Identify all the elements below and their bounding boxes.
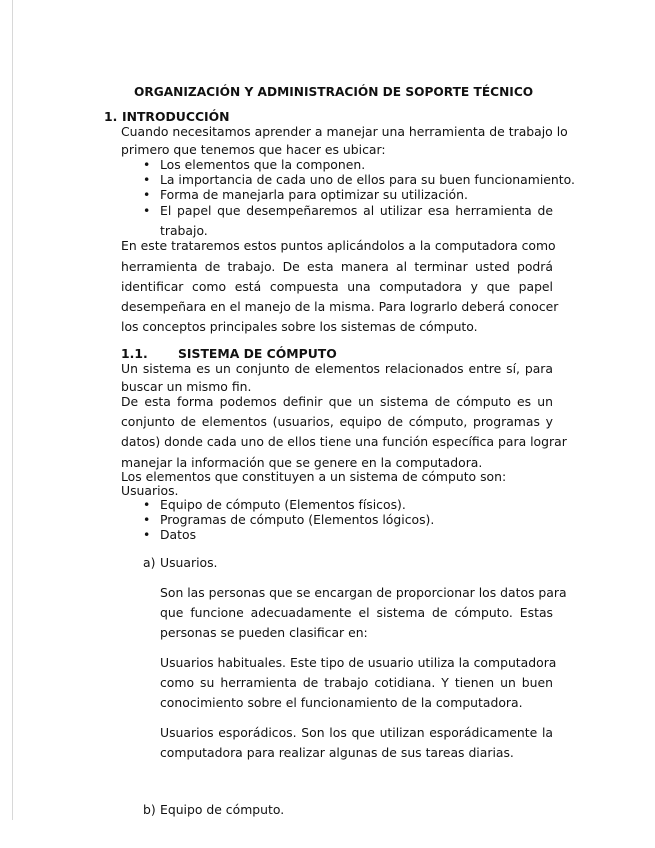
body-text: manejar la información que se genere en la computadora.	[121, 455, 483, 470]
page-left-edge	[12, 0, 13, 820]
list-item: Los elementos que la componen.	[160, 157, 366, 172]
subsection-number: 1.1.	[121, 346, 148, 361]
body-text: identificar como está compuesta una computadora y que papel	[121, 279, 553, 294]
list-item: La importancia de cada uno de ellos para su buen funcionamiento.	[160, 172, 575, 187]
list-item: Equipo de cómputo (Elementos físicos).	[160, 497, 406, 512]
body-text: desempeñara en el manejo de la misma. Para lograrlo deberá conocer	[121, 299, 559, 314]
list-label: Usuarios.	[160, 555, 218, 570]
list-label: Equipo de cómputo.	[160, 802, 285, 817]
list-item: Programas de cómputo (Elementos lógicos).	[160, 512, 435, 527]
body-text: primero que tenemos que hacer es ubicar:	[121, 142, 386, 157]
body-text: como su herramienta de trabajo cotidiana. Y tienen un buen	[160, 675, 553, 690]
list-item-continuation: trabajo.	[160, 223, 208, 238]
body-text: Un sistema es un conjunto de elementos relacionados entre sí, para	[121, 361, 553, 376]
body-text: buscar un mismo fin.	[121, 379, 252, 394]
list-item: El papel que desempeñaremos al utilizar esa herramienta de	[160, 203, 553, 218]
body-text: De esta forma podemos definir que un sistema de cómputo es un	[121, 394, 553, 409]
body-text: Usuarios habituales. Este tipo de usuario utiliza la computadora	[160, 655, 557, 670]
body-text: Cuando necesitamos aprender a manejar una herramienta de trabajo lo	[121, 124, 568, 139]
body-text: Son las personas que se encargan de proporcionar los datos para	[160, 585, 567, 600]
body-text: Usuarios.	[121, 483, 179, 498]
document-title: ORGANIZACIÓN Y ADMINISTRACIÓN DE SOPORTE TÉCNICO	[134, 85, 534, 99]
body-text: Los elementos que constituyen a un sistema de cómputo son:	[121, 469, 507, 484]
bullet-icon: •	[143, 157, 151, 172]
bullet-icon: •	[143, 512, 151, 527]
section-heading: INTRODUCCIÓN	[122, 109, 230, 124]
body-text: Usuarios esporádicos. Son los que utilizan esporádicamente la	[160, 725, 553, 740]
body-text: En este trataremos estos puntos aplicándolos a la computadora como	[121, 238, 556, 253]
section-number: 1.	[104, 109, 118, 124]
list-marker: a)	[143, 555, 156, 570]
body-text: datos) donde cada uno de ellos tiene una función específica para lograr	[121, 434, 567, 449]
list-item: Datos	[160, 527, 197, 542]
bullet-icon: •	[143, 203, 151, 218]
bullet-icon: •	[143, 527, 151, 542]
subsection-heading: SISTEMA DE CÓMPUTO	[178, 346, 337, 361]
bullet-icon: •	[143, 497, 151, 512]
body-text: computadora para realizar algunas de sus tareas diarias.	[160, 745, 514, 760]
body-text: conjunto de elementos (usuarios, equipo de cómputo, programas y	[121, 414, 553, 429]
body-text: personas se pueden clasificar en:	[160, 625, 368, 640]
list-marker: b)	[143, 802, 156, 817]
body-text: los conceptos principales sobre los sistemas de cómputo.	[121, 319, 478, 334]
body-text: que funcione adecuadamente el sistema de cómputo. Estas	[160, 605, 553, 620]
bullet-icon: •	[143, 187, 151, 202]
body-text: herramienta de trabajo. De esta manera al terminar usted podrá	[121, 259, 553, 274]
list-item: Forma de manejarla para optimizar su utilización.	[160, 187, 468, 202]
body-text: conocimiento sobre el funcionamiento de la computadora.	[160, 695, 523, 710]
bullet-icon: •	[143, 172, 151, 187]
